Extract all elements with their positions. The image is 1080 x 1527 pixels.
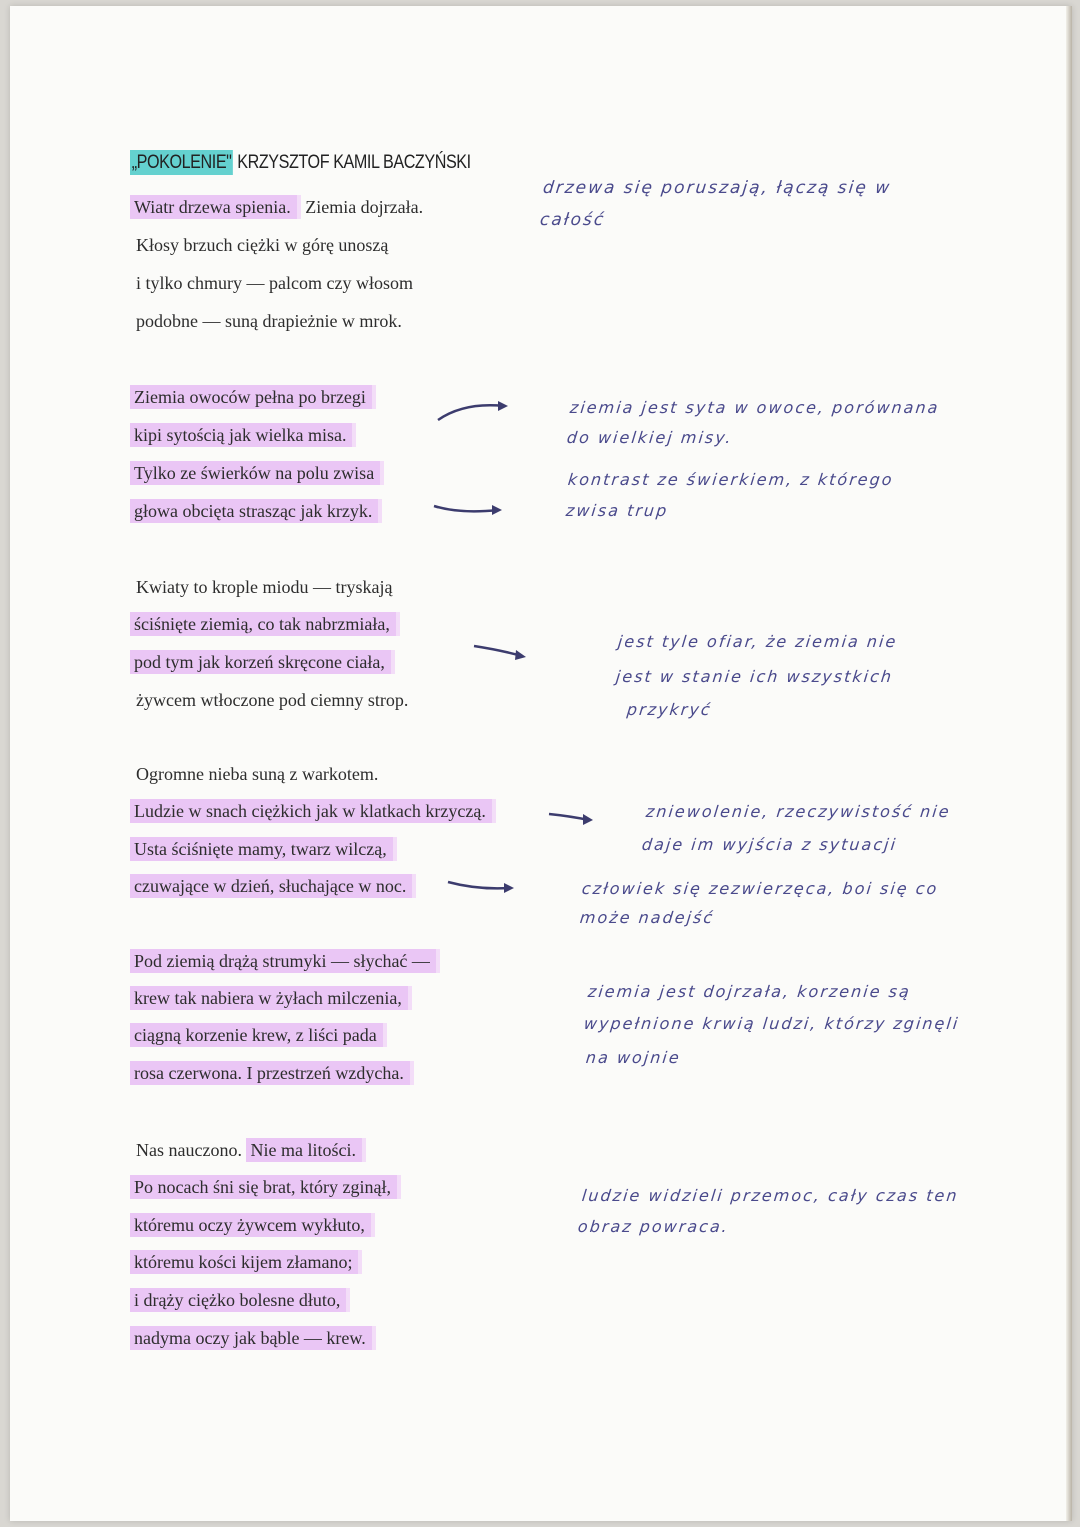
poem-line: Ogromne nieba suną z warkotem. (136, 764, 379, 784)
poem-line (136, 873, 416, 899)
highlighted-text: krew tak nabiera w żyłach milczenia, (130, 986, 412, 1010)
handwritten-note: człowiek się zezwierzęca, boi się co (581, 879, 940, 898)
poem-line (136, 1212, 375, 1238)
poem-line (136, 1287, 350, 1313)
handwritten-note: zniewolenie, rzeczywistość nie (645, 802, 952, 821)
poem-line (136, 422, 356, 448)
highlighted-text: ściśnięte ziemią, co tak nabrzmiała, (130, 612, 400, 636)
paper-edge (1066, 6, 1072, 1521)
poem-line: i tylko chmury — palcom czy włosom (136, 273, 413, 293)
arrow-icon (430, 500, 510, 520)
line-text: Nas nauczono. (136, 1140, 247, 1160)
handwritten-note: jest tyle ofiar, że ziemia nie (617, 632, 899, 651)
handwritten-note: całość (538, 210, 607, 230)
poem-line (136, 1137, 366, 1163)
poem-line (136, 1022, 387, 1048)
handwritten-note: ludzie widzieli przemoc, cały czas ten (581, 1186, 960, 1205)
highlighted-text: rosa czerwona. I przestrzeń wzdycha. (130, 1061, 414, 1085)
poem-line: podobne — suną drapieżnie w mrok. (136, 311, 402, 331)
highlighted-text: Usta ściśnięte mamy, twarz wilczą, (130, 837, 397, 861)
handwritten-note: zwisa trup (565, 501, 670, 520)
poem-line (136, 384, 376, 410)
poem-line (136, 460, 384, 486)
handwritten-note: na wojnie (585, 1048, 682, 1067)
poem-line (136, 611, 400, 637)
poem-line (136, 194, 423, 220)
poem-line (136, 1249, 362, 1275)
highlighted-text: Ziemia owoców pełna po brzegi (130, 385, 376, 409)
highlighted-text: ciągną korzenie krew, z liści pada (130, 1023, 387, 1047)
handwritten-note: jest w stanie ich wszystkich (615, 667, 895, 686)
poem-line (136, 1174, 401, 1200)
highlighted-text: Tylko ze świerków na polu zwisa (130, 461, 384, 485)
highlighted-text: Po nocach śni się brat, który zginął, (130, 1175, 401, 1199)
highlighted-text: Pod ziemią drążą strumyki — słychać — (130, 949, 440, 973)
highlighted-text: kipi sytością jak wielka misa. (130, 423, 356, 447)
handwritten-note: ziemia jest dojrzała, korzenie są (587, 982, 912, 1001)
highlighted-text: Nie ma litości. (246, 1138, 365, 1162)
highlighted-text: nadyma oczy jak bąble — krew. (130, 1326, 376, 1350)
handwritten-note: obraz powraca. (577, 1217, 730, 1236)
handwritten-note: wypełnione krwią ludzi, którzy zginęli (583, 1014, 961, 1033)
poem-line (136, 1060, 414, 1086)
handwritten-note: ziemia jest syta w owoce, porównana (569, 398, 941, 417)
highlighted-text: czuwające w dzień, słuchające w noc. (130, 874, 416, 898)
arrow-icon (434, 398, 514, 424)
poem-title (130, 152, 471, 174)
poem-line: żywcem wtłoczone pod ciemny strop. (136, 690, 409, 710)
title-highlight: „POKOLENIE" (131, 152, 232, 173)
poem-line: Kłosy brzuch ciężki w górę unoszą (136, 235, 389, 255)
handwritten-note: przykryć (626, 700, 713, 719)
arrow-icon (444, 876, 522, 898)
poem-line (136, 498, 382, 524)
poem-line (136, 798, 496, 824)
handwritten-note: może nadejść (579, 908, 716, 927)
handwritten-note: kontrast ze świerkiem, z którego (567, 470, 895, 489)
highlighted-text: pod tym jak korzeń skręcone ciała, (130, 650, 395, 674)
handwritten-note: do wielkiej misy. (566, 428, 734, 447)
highlighted-text: Wiatr drzewa spienia. (130, 195, 301, 219)
title-author: KRZYSZTOF KAMIL BACZYŃSKI (233, 152, 471, 173)
handwritten-note: daje im wyjścia z sytuacji (641, 835, 899, 854)
highlighted-text: Ludzie w snach ciężkich jak w klatkach krzyczą. (130, 799, 496, 823)
poem-line (136, 836, 397, 862)
line-text: Ziemia dojrzała. (300, 197, 424, 217)
highlighted-text: głowa obcięta strasząc jak krzyk. (130, 499, 382, 523)
poem-line (136, 985, 412, 1011)
highlighted-text: któremu oczy żywcem wykłuto, (130, 1213, 375, 1237)
poem-line: Kwiaty to krople miodu — tryskają (136, 577, 393, 597)
handwritten-note: drzewa się poruszają, łączą się w (541, 178, 893, 198)
arrow-icon (545, 808, 601, 828)
highlighted-text: i drąży ciężko bolesne dłuto, (130, 1288, 350, 1312)
highlighted-text: któremu kości kijem złamano; (130, 1250, 362, 1274)
poem-line (136, 649, 395, 675)
arrow-icon (470, 642, 532, 664)
poem-line (136, 1325, 376, 1351)
poem-line (136, 948, 440, 974)
